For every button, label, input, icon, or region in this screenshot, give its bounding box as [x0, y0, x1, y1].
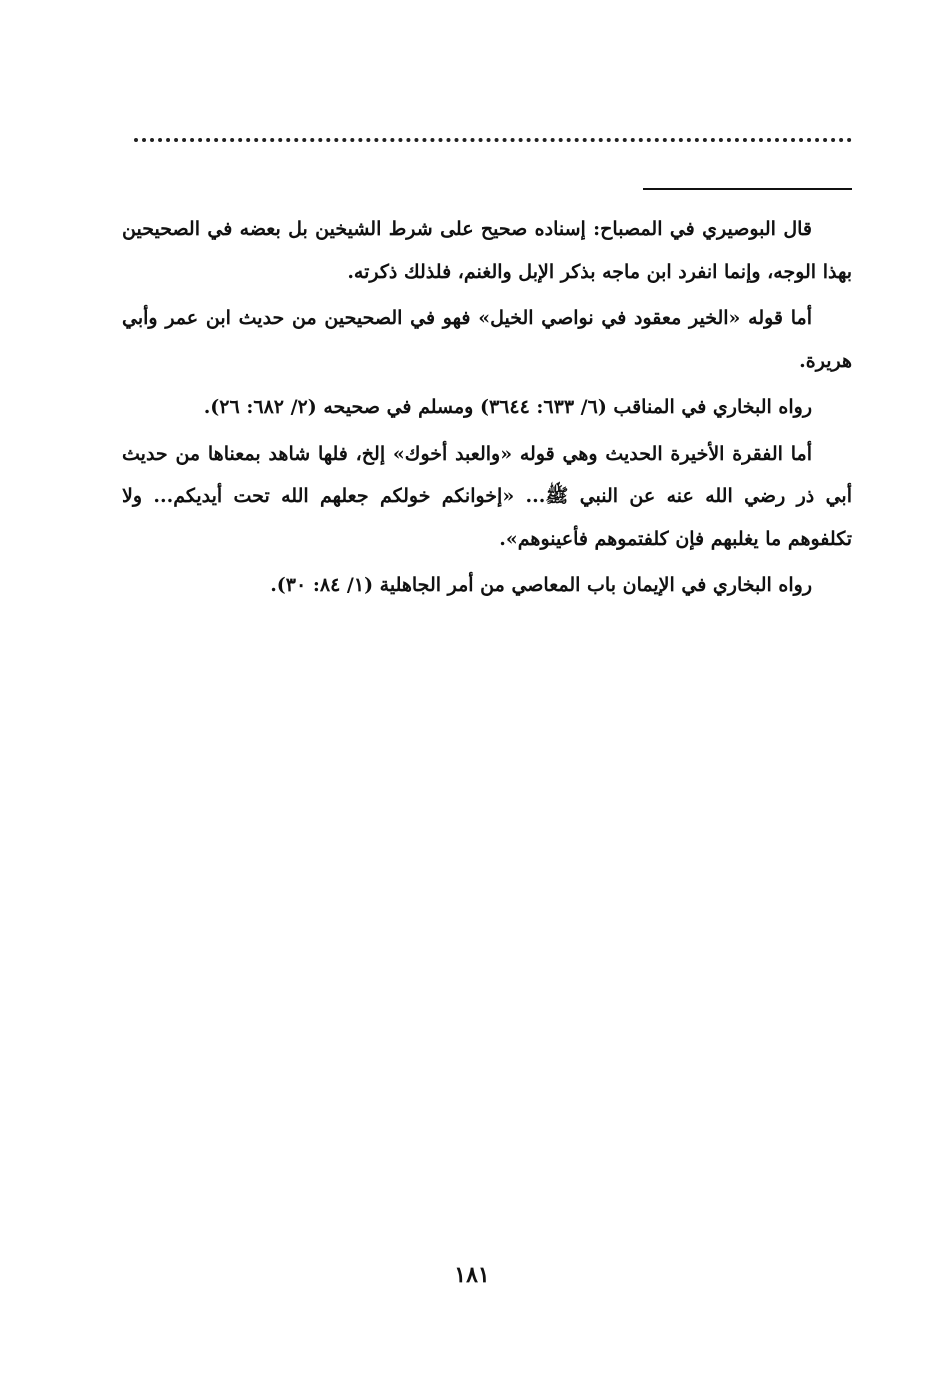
- footnote-rule: [643, 188, 852, 190]
- paragraph-khayl: أما قوله «الخير معقود في نواصي الخيل» فهو في الصحيحين من حديث ابن عمر وأبي هريرة.: [122, 307, 852, 372]
- paragraph-bukhari-iman: رواه البخاري في الإيمان باب المعاصي من أمر الجاهلية (١/ ٨٤: ٣٠).: [270, 574, 812, 596]
- dotted-separator: [134, 138, 852, 142]
- page-number: ١٨١: [454, 1262, 490, 1288]
- paragraph-abd-akhuk: أما الفقرة الأخيرة الحديث وهي قوله «والعبد أخوك» إلخ، فلها شاهد بمعناها من حديث أبي ذر رضي الله عنه عن النبي ﷺ... «إخوانكم خولكم جعلهم الله تحت أيديكم... ولا تكلفوهم ما يغلبهم فإن كلفتموهم فأعينوهم».: [122, 442, 852, 550]
- paragraph-busiri: قال البوصيري في المصباح: إسناده صحيح على شرط الشيخين بل بعضه في الصحيحين بهذا الوجه، وإنما انفرد ابن ماجه بذكر الإبل والغنم، فلذلك ذكرته.: [122, 218, 852, 283]
- footnote-text: [122, 208, 852, 611]
- paragraph-bukhari-manaqib: رواه البخاري في المناقب (٦/ ٦٣٣: ٣٦٤٤) ومسلم في صحيحه (٢/ ٦٨٢: ٢٦).: [203, 396, 812, 418]
